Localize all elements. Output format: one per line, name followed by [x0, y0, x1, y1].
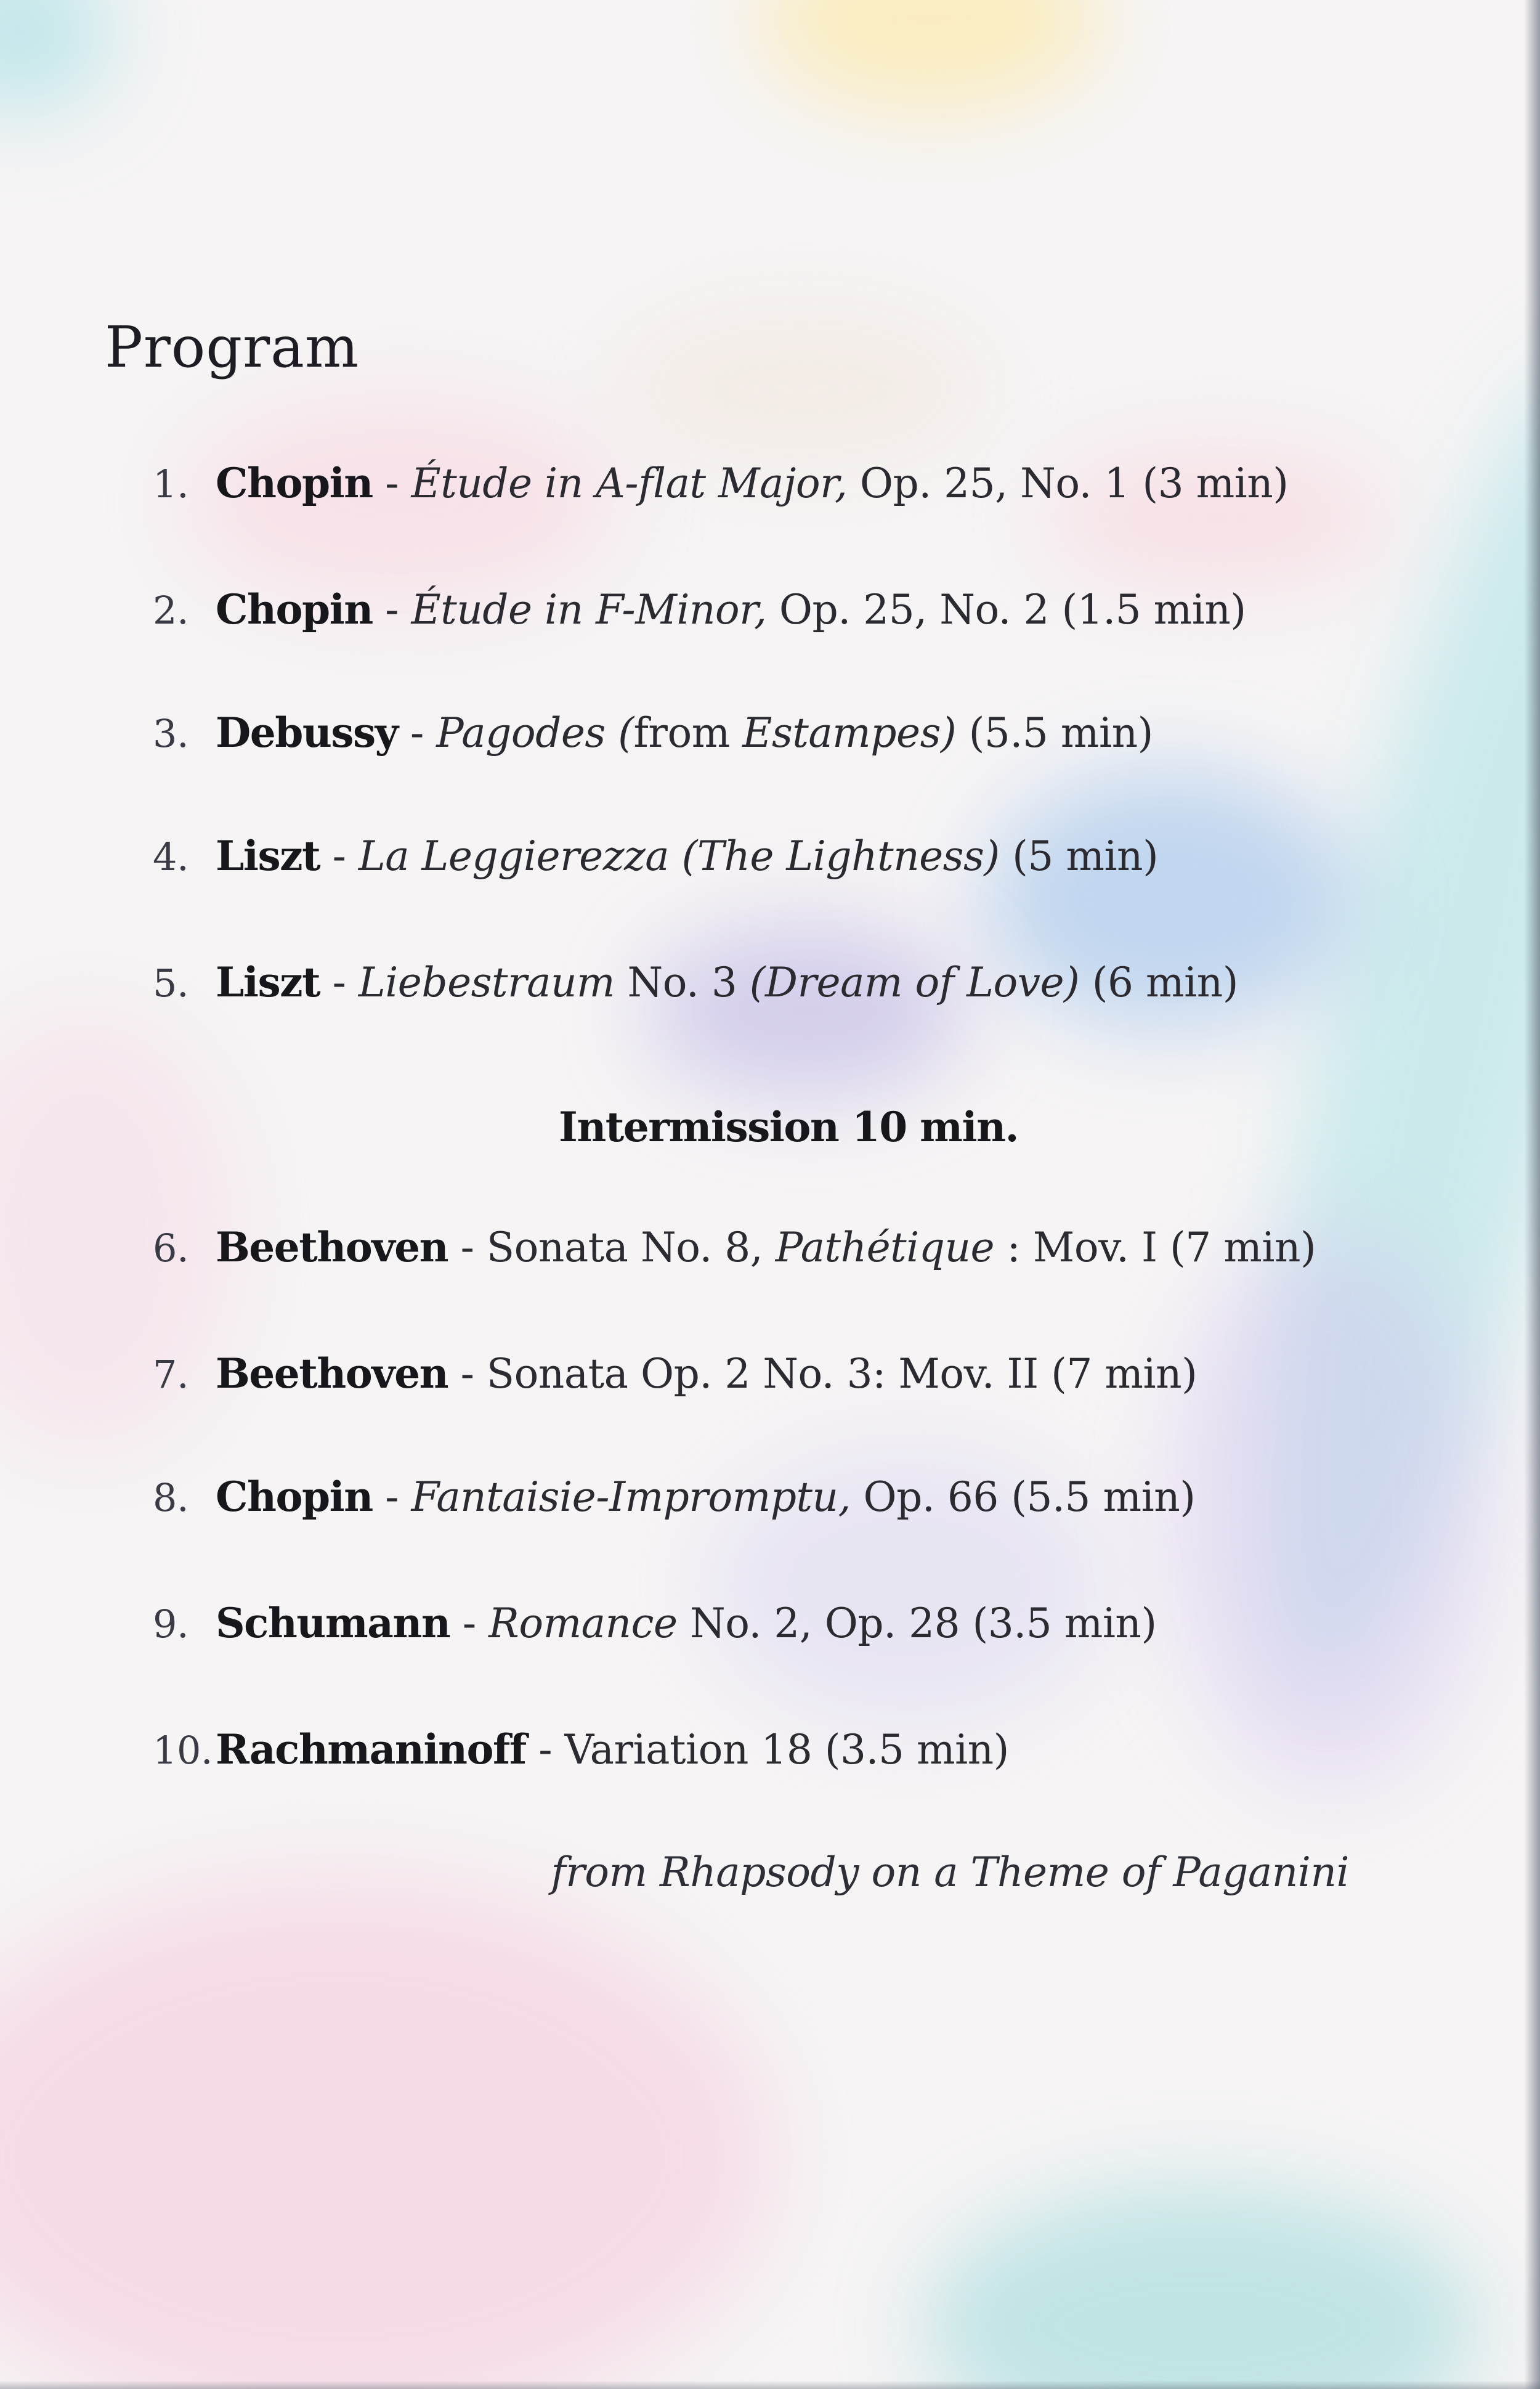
program-item-composer: Beethoven [216, 1349, 448, 1398]
program-item-work-italic: La Leggierezza (The Lightness) [358, 832, 1000, 880]
program-item-duration: (3.5 min) [812, 1726, 1009, 1773]
program-item-separator: - [397, 709, 437, 757]
program-item [153, 1349, 1197, 1398]
program-item [153, 709, 1153, 757]
program-item-work: Sonata No. 8, [486, 1224, 776, 1271]
program-item-composer: Beethoven [216, 1223, 448, 1271]
program-item-duration: (6 min) [1079, 959, 1238, 1006]
program-item [153, 1223, 1316, 1271]
variation-source-note: from Rhapsody on a Theme of Paganini [551, 1849, 1349, 1896]
program-item-separator: - [320, 832, 359, 880]
program-item-work-italic-after: Estampes) [742, 709, 957, 757]
program-item-separator: - [372, 586, 411, 633]
program-item-duration: (3.5 min) [960, 1600, 1157, 1647]
program-item-composer: Chopin [216, 585, 373, 633]
program-item-separator: - [372, 1473, 411, 1521]
program-item-number: 1. [153, 462, 189, 507]
program-item-number: 3. [153, 711, 189, 756]
program-item-composer: Debussy [216, 709, 398, 757]
program-item-work-italic-after: (Dream of Love) [749, 959, 1080, 1006]
program-item-duration: (3 min) [1129, 460, 1289, 507]
program-item-number: 9. [153, 1601, 189, 1646]
program-item-composer: Schumann [216, 1599, 450, 1647]
program-item-work: No. 3 [615, 959, 750, 1006]
program-item-duration: (5.5 min) [998, 1473, 1196, 1521]
program-item-number: 10. [153, 1728, 213, 1773]
program-item-work-italic: Étude in A-flat Major, [411, 460, 848, 507]
program-item-number: 4. [153, 834, 189, 879]
program-item-work: Op. 25, No. 1 [847, 460, 1130, 507]
program-item-separator: - [525, 1726, 565, 1773]
program-item-work: from [633, 709, 743, 757]
program-item-work-italic: Fantaisie-Impromptu, [411, 1473, 851, 1521]
program-item-separator: - [448, 1224, 487, 1271]
program-item-separator: - [448, 1350, 487, 1398]
program-item-duration: (1.5 min) [1048, 586, 1246, 633]
program-item-work: Op. 25, No. 2 [766, 586, 1049, 633]
program-item-separator: - [320, 959, 359, 1006]
program-item [153, 1473, 1195, 1521]
program-item-composer: Rachmaninoff [216, 1725, 526, 1773]
intermission-note: Intermission 10 min. [558, 1103, 1019, 1151]
program-item-number: 2. [153, 588, 189, 633]
program-item-composer: Chopin [216, 459, 373, 507]
program-item-number: 8. [153, 1475, 189, 1520]
program-item [153, 832, 1158, 880]
program-item [153, 585, 1246, 633]
program-item-composer: Liszt [216, 958, 320, 1006]
program-item-duration: (5.5 min) [956, 709, 1153, 757]
program-item-work-italic: Étude in F-Minor, [411, 586, 767, 633]
program-item [153, 958, 1238, 1006]
program-item-duration: (7 min) [1038, 1350, 1198, 1398]
program-item-number: 7. [153, 1352, 189, 1397]
program-item-work-italic: Romance [488, 1600, 678, 1647]
program-item-work: Sonata Op. 2 No. 3: Mov. II [486, 1350, 1039, 1398]
program-item-duration: : Mov. I (7 min) [994, 1224, 1316, 1271]
page-title: Program [105, 314, 360, 380]
program-item-number: 6. [153, 1226, 189, 1271]
program-item [153, 459, 1289, 507]
program-item-composer: Chopin [216, 1473, 373, 1521]
program-item [153, 1599, 1157, 1647]
program-item-work: Variation 18 [564, 1726, 813, 1773]
program-item-work: No. 2, Op. 28 [677, 1600, 960, 1647]
program-item-work: Op. 66 [851, 1473, 999, 1521]
program-item-composer: Liszt [216, 832, 320, 880]
program-item-work-italic-after: Pathétique [775, 1224, 995, 1271]
program-item-work-italic: Liebestraum [358, 959, 615, 1006]
program-item-separator: - [372, 460, 411, 507]
program-item-work-italic: Pagodes ( [436, 709, 634, 757]
program-item-duration: (5 min) [999, 832, 1159, 880]
program-item-separator: - [450, 1600, 489, 1647]
program-item-number: 5. [153, 961, 189, 1006]
program-item [153, 1725, 1009, 1773]
